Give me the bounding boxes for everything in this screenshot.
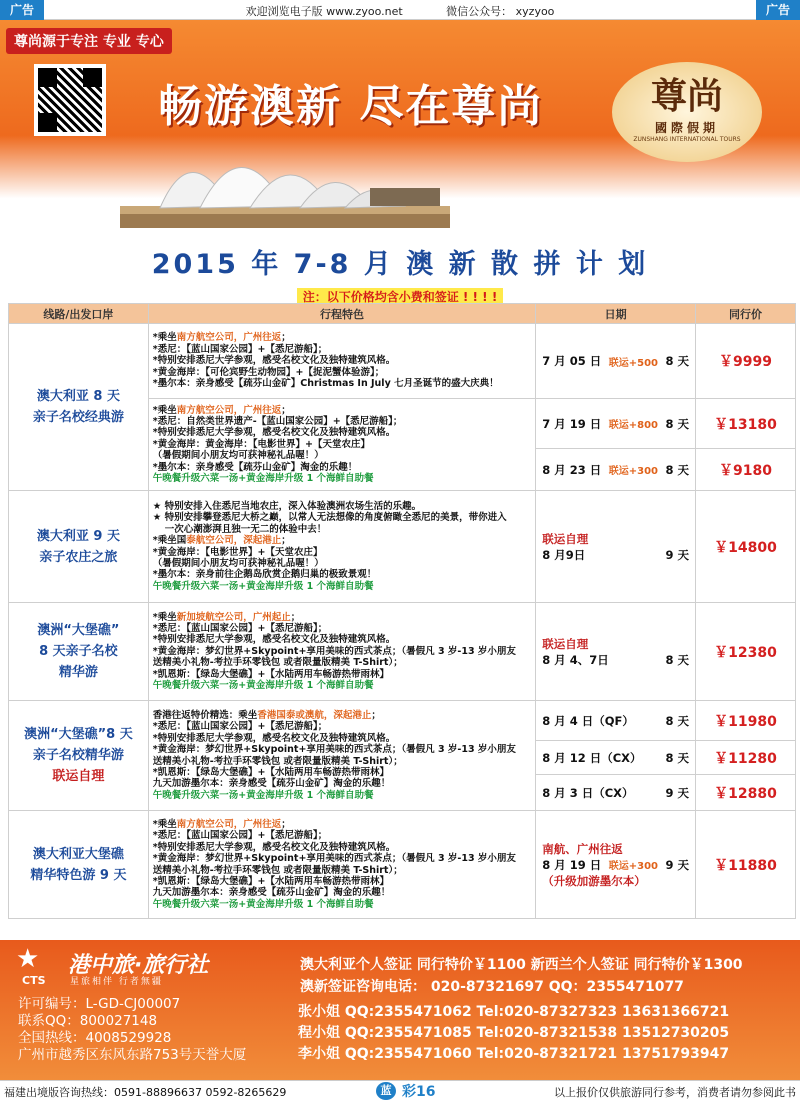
table-row xyxy=(9,811,796,919)
cts-star-icon: ★ xyxy=(16,944,40,974)
col-features: 行程特色 xyxy=(148,304,535,324)
opera-house-icon xyxy=(120,128,450,228)
ad-tag-left: 广告 xyxy=(0,0,44,20)
ad-tag-right: 广告 xyxy=(756,0,800,20)
hotline: 全国热线：4008529928 xyxy=(18,1030,172,1046)
route-cell: 澳大利亚 9 天 亲子农庄之旅 xyxy=(9,491,149,603)
price-cell: ￥14800 xyxy=(696,491,796,603)
table-header xyxy=(9,304,796,324)
bottom-strip xyxy=(0,1080,800,1100)
route-cell: 澳洲“大堡礁” 8 天亲子名校 精华游 xyxy=(9,603,149,701)
cts-name: 港中旅·旅行社 xyxy=(68,953,209,978)
price-cell: ￥12880 xyxy=(696,775,796,811)
date-cell: 8 月 23 日 联运+300 8 天 xyxy=(536,449,696,491)
price-cell: ￥12380 xyxy=(696,603,796,701)
cts-logo xyxy=(16,946,39,972)
top-strip xyxy=(0,0,800,20)
route-cell: 澳大利亚大堡礁 精华特色游 9 天 xyxy=(9,811,149,919)
contact-qq: 联系QQ：800027148 xyxy=(18,1013,158,1029)
plan-title: 2015 年 7-8 月 澳 新 散 拼 计 划 xyxy=(151,249,649,280)
disclaimer: 以上报价仅供旅游同行参考，消费者请勿参阅此书 xyxy=(554,1086,796,1099)
table-row xyxy=(9,324,796,399)
feature-cell: *乘坐新加坡航空公司，广州起止； *悉尼：【蓝山国家公园】+【悉尼游船】； *特别安排悉尼大学参观，感受名校文化及独特建筑风格。 *黄金海岸：梦幻世界+Skypoint+享用美味的西式茶点；（暑假凡 3 岁-13 岁小朋友 送精美小礼物-考拉手环零钱包 或者限量版精美 T-Shirt）； *凯恩斯：【绿岛大堡礁】+【水陆两用车畅游热带雨林】 午晚餐升级六菜一汤+黄金海岸升级 1 个海鲜自助餐 xyxy=(148,603,535,701)
price-cell: ￥11880 xyxy=(696,811,796,919)
zunshang-logo: 尊尚 國際假期 ZUNSHANG INTERNATIONAL TOURS xyxy=(612,62,762,162)
feature-cell: 香港往返特价精选：乘坐香港国泰或澳航，深起港止； *悉尼：【蓝山国家公园】+【悉尼游船】； *特别安排悉尼大学参观，感受名校文化及独特建筑风格。 *黄金海岸：梦幻世界+Skypoint+享用美味的西式茶点；（暑假凡 3 岁-13 岁小朋友 送精美小礼物-考拉手环零钱包 或者限量版精美 T-Shirt）； *凯恩斯：【绿岛大堡礁】+【水陆两用车畅游热带雨林】 九天加游墨尔本：亲身感受【疏芬山金矿】淘金的乐趣！ 午晚餐升级六菜一汤+黄金海岸升级 1 个海鲜自助餐 xyxy=(148,701,535,811)
price-cell: ￥9999 xyxy=(696,324,796,399)
date-cell: 联运自理 8 月9日 9 天 xyxy=(536,491,696,603)
col-route: 线路/出发口岸 xyxy=(9,304,149,324)
price-cell: ￥11280 xyxy=(696,741,796,775)
license: 许可编号：L-GD-CJ00007 xyxy=(18,996,181,1012)
feature-cell: *乘坐南方航空公司，广州往返； *悉尼：自然类世界遗产-【蓝山国家公园】+【悉尼游船】； *特别安排悉尼大学参观，感受名校文化及独特建筑风格。 *黄金海岸：黄金海岸：【电影世界】+【天堂农庄】 （暑假期间小朋友均可获神秘礼品喔！） *墨尔本：亲身感受【疏芬山金矿】淘金的乐趣！ 午晚餐升级六菜一汤+黄金海岸升级 1 个海鲜自助餐 xyxy=(148,399,535,491)
table-row xyxy=(9,491,796,603)
cts-subtitle: 星旅相伴 行者無疆 xyxy=(70,977,163,987)
header-banner xyxy=(0,20,800,230)
price-note: 注：以下价格均含小费和签证 ! ! ! ! xyxy=(0,286,800,305)
date-cell: 南航、广州往返 8 月 19 日 联运+300 9 天 （升级加游墨尔本） xyxy=(536,811,696,919)
page-number: 蓝 彩16 xyxy=(376,1081,435,1100)
table-row xyxy=(9,701,796,741)
price-cell: ￥11980 xyxy=(696,701,796,741)
slogan-badge: 尊尚源于专注 专业 专心 xyxy=(6,28,172,54)
date-cell: 7 月 19 日 联运+800 8 天 xyxy=(536,399,696,449)
route-cell: 澳洲“大堡礁”8 天 亲子名校精华游 联运自理 xyxy=(9,701,149,811)
feature-cell: ★ 特别安排入住悉尼当地农庄，深入体验澳洲农场生活的乐趣。 ★ 特别安排攀登悉尼大桥之巅，以常人无法想像的角度俯瞰全悉尼的美景，带你进入 一次心潮澎湃且独一无二的体验中去！ *乘坐国泰航空公司，深起港止； *黄金海岸：【电影世界】+【天堂农庄】 （暑假期间小朋友均可获神秘礼品喔！） *墨尔本：亲身前往企鹅岛欣赏企鹅归巢的极致景观！ 午晚餐升级六菜一汤+黄金海岸升级 1 个海鲜自助餐 xyxy=(148,491,535,603)
welcome-text: 欢迎浏览电子版 www.zyoo.net xyxy=(245,5,403,18)
date-cell: 8 月 3 日（CX） 9 天 xyxy=(536,775,696,811)
date-cell: 8 月 12 日（CX） 8 天 xyxy=(536,741,696,775)
wechat-text: 微信公众号： xyzyoo xyxy=(446,5,555,18)
qr-code-icon xyxy=(34,64,106,136)
contact-row: 程小姐 QQ:2355471085 Tel:020-87321538 13512730205 xyxy=(298,1025,730,1041)
date-cell: 8 月 4 日（QF） 8 天 xyxy=(536,701,696,741)
cts-en: CTS xyxy=(22,974,46,987)
banner-title: 畅游澳新 尽在尊尚 xyxy=(158,81,544,132)
agency-info xyxy=(18,996,246,1064)
date-cell: 联运自理 8 月 4、7日 8 天 xyxy=(536,603,696,701)
contact-row: 张小姐 QQ:2355471062 Tel:020-87327323 13631366721 xyxy=(298,1004,730,1020)
col-price: 同行价 xyxy=(696,304,796,324)
address: 广州市越秀区东风东路753号天誉大厦 xyxy=(18,1047,247,1063)
fujian-hotline: 福建出境版咨询热线：0591-88896637 0592-8265629 xyxy=(4,1086,287,1099)
contact-row: 李小姐 QQ:2355471060 Tel:020-87321721 13751793947 xyxy=(298,1046,730,1062)
contacts xyxy=(298,1002,729,1065)
table-row xyxy=(9,603,796,701)
feature-cell: *乘坐南方航空公司，广州往返； *悉尼：【蓝山国家公园】+【悉尼游船】； *特别安排悉尼大学参观，感受名校文化及独特建筑风格。 *黄金海岸：【可伦宾野生动物园】+【捉泥蟹体验游】； *墨尔本：亲身感受【疏芬山金矿】Christmas In July 七月圣诞节的盛大庆典！ xyxy=(148,324,535,399)
price-cell: ￥9180 xyxy=(696,449,796,491)
tour-table xyxy=(8,303,796,919)
route-cell: 澳大利亚 8 天 亲子名校经典游 xyxy=(9,324,149,491)
feature-cell: *乘坐南方航空公司，广州往返； *悉尼：【蓝山国家公园】+【悉尼游船】； *特别安排悉尼大学参观，感受名校文化及独特建筑风格。 *黄金海岸：梦幻世界+Skypoint+享用美味的西式茶点；（暑假凡 3 岁-13 岁小朋友 送精美小礼物-考拉手环零钱包 或者限量版精美 T-Shirt）； *凯恩斯：【绿岛大堡礁】+【水陆两用车畅游热带雨林】 九天加游墨尔本：亲身感受【疏芬山金矿】淘金的乐趣！ 午晚餐升级六菜一汤+黄金海岸升级 1 个海鲜自助餐 xyxy=(148,811,535,919)
date-cell: 7 月 05 日 联运+500 8 天 xyxy=(536,324,696,399)
col-date: 日期 xyxy=(536,304,696,324)
footer xyxy=(0,940,800,1080)
top-info xyxy=(0,3,800,19)
visa-info: 澳大利亚个人签证 同行特价￥1100 新西兰个人签证 同行特价￥1300 澳新签证咨询电话： 020-87321697 QQ：2355471077 xyxy=(300,957,743,995)
price-cell: ￥13180 xyxy=(696,399,796,449)
edition-badge: 蓝 xyxy=(376,1082,396,1100)
